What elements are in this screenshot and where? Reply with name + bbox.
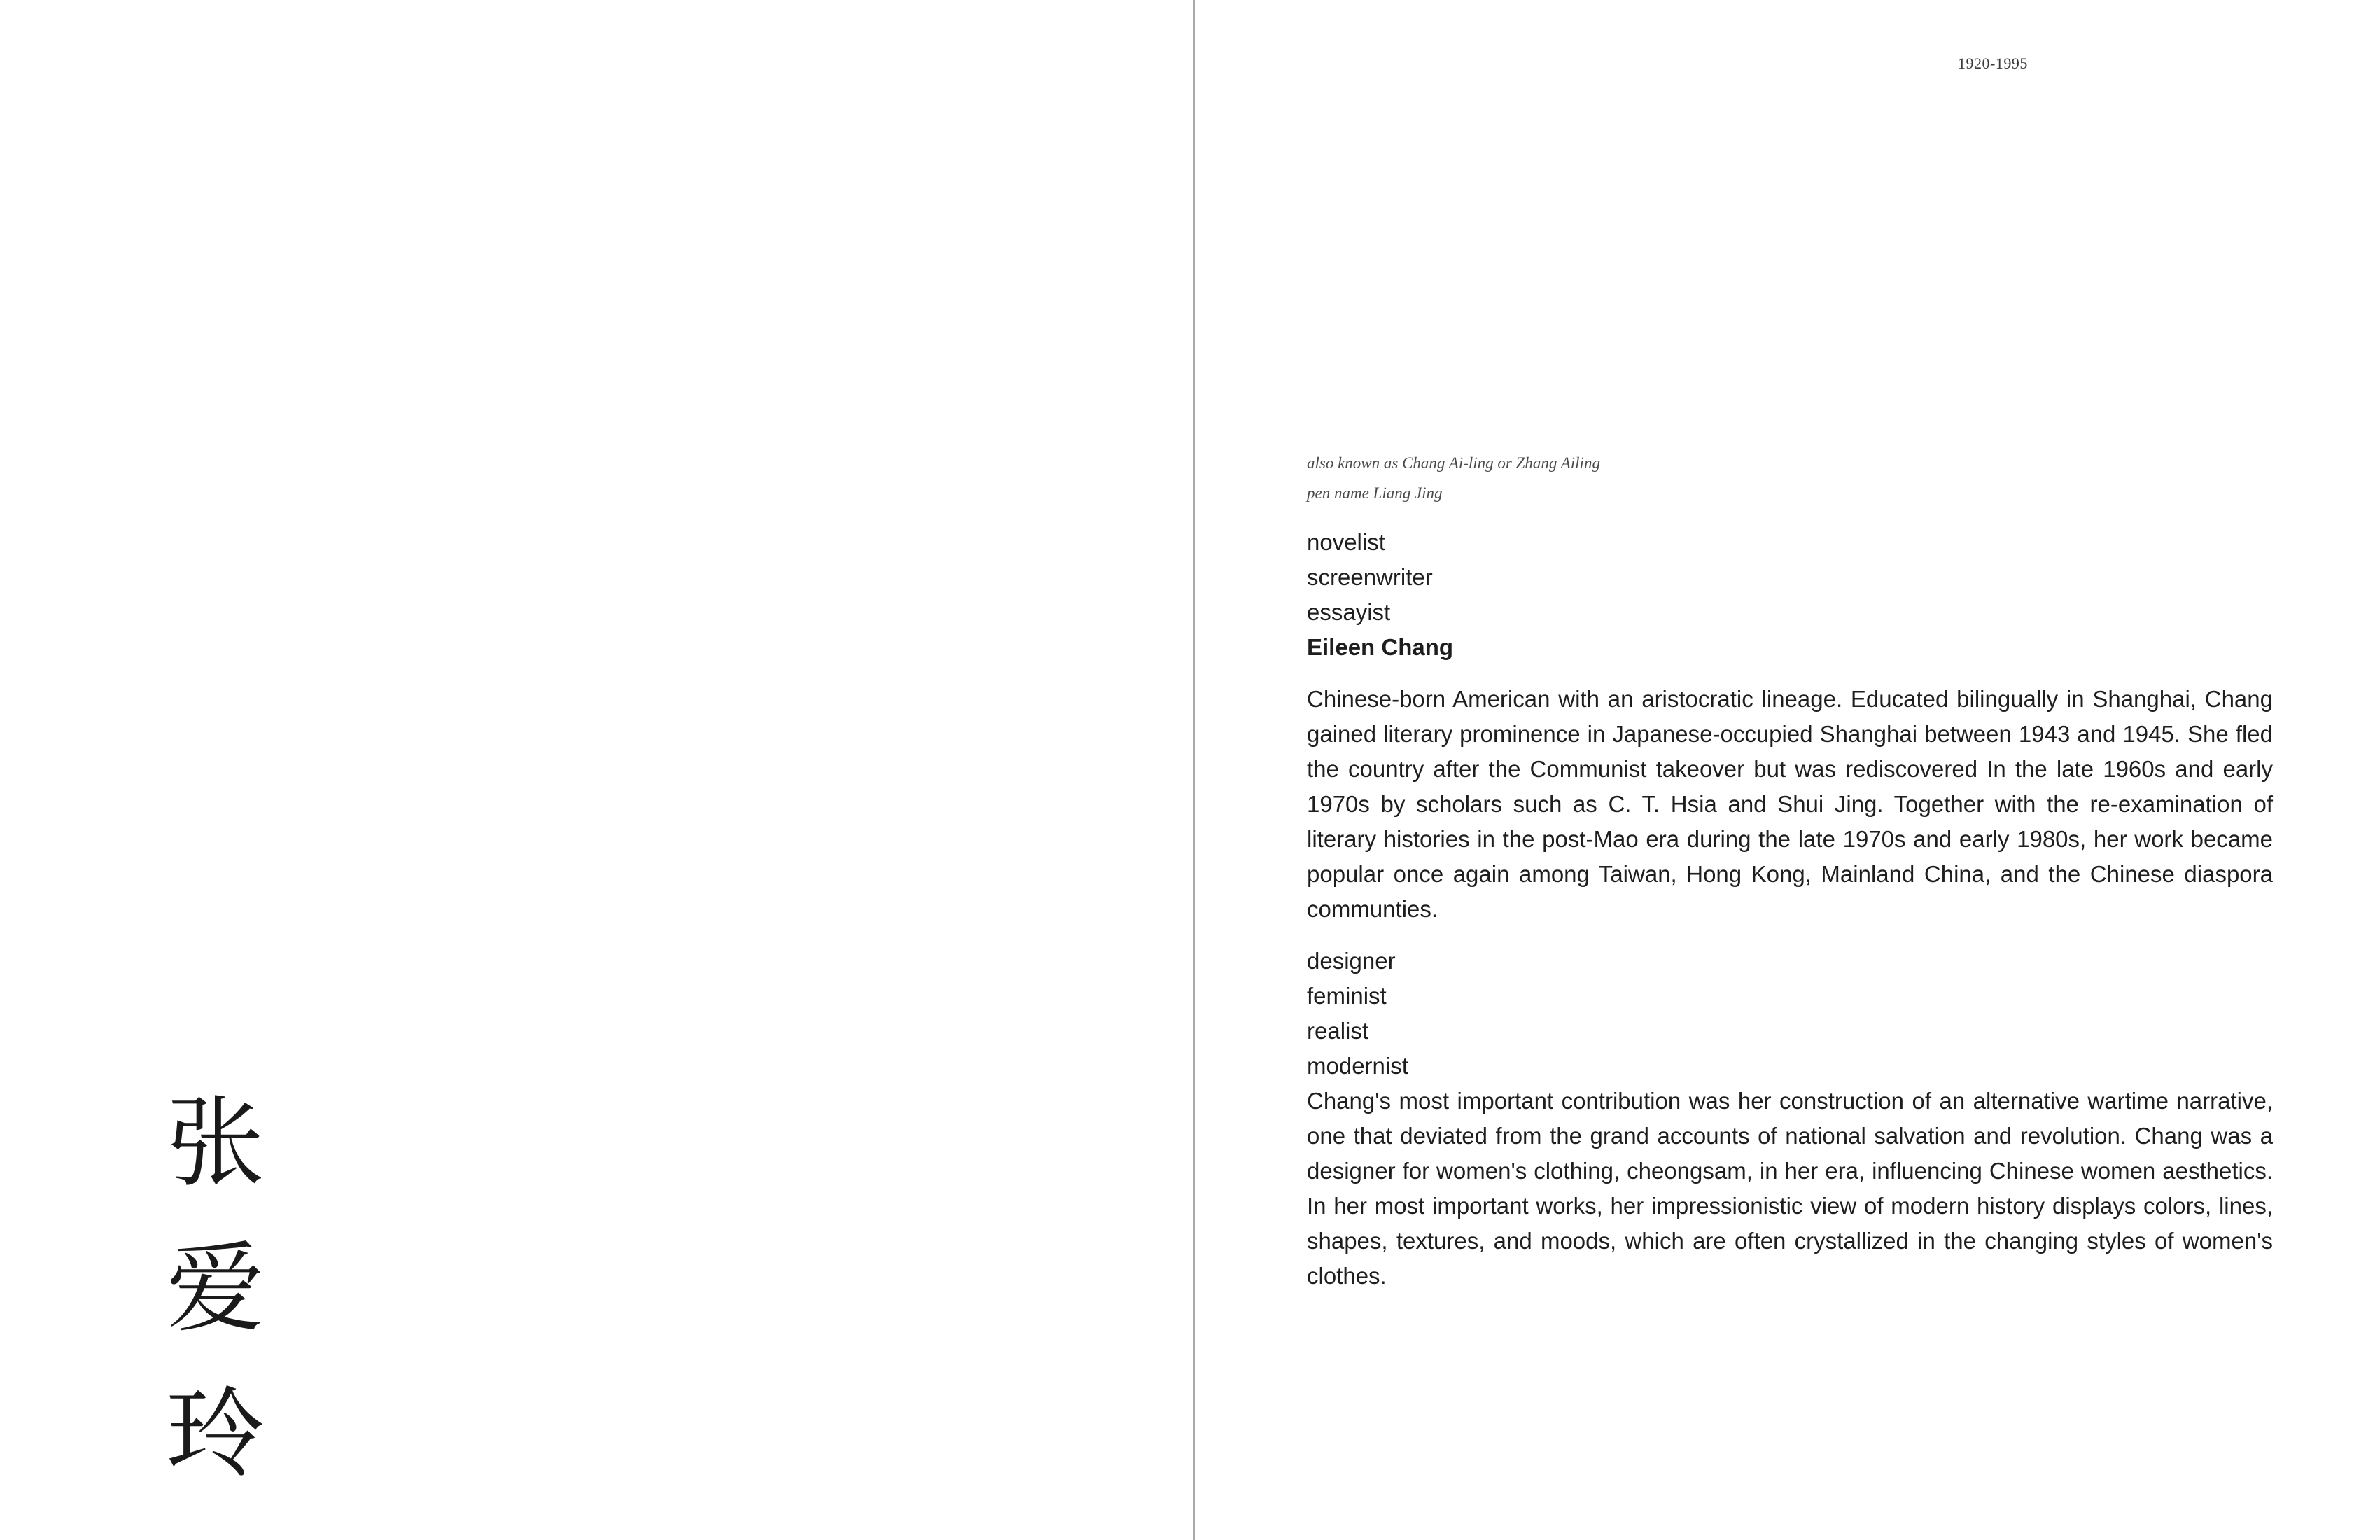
- roles-list-secondary: [1307, 944, 2273, 1084]
- chinese-name-char-2: 爱: [167, 1232, 265, 1346]
- role-item: essayist: [1307, 599, 1391, 625]
- lifespan-years: 1920-1995: [1958, 55, 2028, 72]
- role-item: modernist: [1307, 1053, 1408, 1079]
- biography-paragraph-1: Chinese-born American with an aristocratic lineage. Educated bilingually in Shanghai, Chang gained literary prominence in Japanese-occupied Shanghai between 1943 and 1945. She fled the country after the Communist takeover but was rediscovered In the late 1960s and early 1970s by scholars such as C. T. Hsia and Shui Jing. Together with the re-examination of literary histories in the post-Mao era during the late 1970s and early 1980s, her work became popular once again among Taiwan, Hong Kong, Mainland China, and the Chinese diaspora communties.: [1307, 686, 2273, 922]
- role-item: realist: [1307, 1018, 1369, 1044]
- biography-paragraph-2: Chang's most important contribution was her construction of an alternative wartime narrative, one that deviated from the grand accounts of national salvation and revolution. Chang was a designer for women's clothing, cheongsam, in her era, influencing Chinese women aesthetics. In her most important works, her impressionistic view of modern history displays colors, lines, shapes, textures, and moods, which are often crystallized in the changing styles of women's clothes.: [1307, 1088, 2273, 1289]
- roles-list-primary: [1307, 525, 2273, 630]
- alternate-names: [1307, 448, 2273, 508]
- alternate-names-line: also known as Chang Ai-ling or Zhang Ailing: [1307, 454, 1600, 472]
- chinese-name-vertical: [167, 1071, 265, 1508]
- chinese-name-char-1: 张: [167, 1086, 265, 1200]
- author-name: Eileen Chang: [1307, 634, 1454, 660]
- biography-content: [1307, 448, 2273, 1294]
- role-item: novelist: [1307, 529, 1385, 555]
- pen-name-line: pen name Liang Jing: [1307, 484, 1443, 502]
- chinese-name-char-3: 玲: [167, 1378, 265, 1492]
- role-item: screenwriter: [1307, 564, 1433, 590]
- role-item: feminist: [1307, 983, 1387, 1009]
- role-item: designer: [1307, 948, 1396, 974]
